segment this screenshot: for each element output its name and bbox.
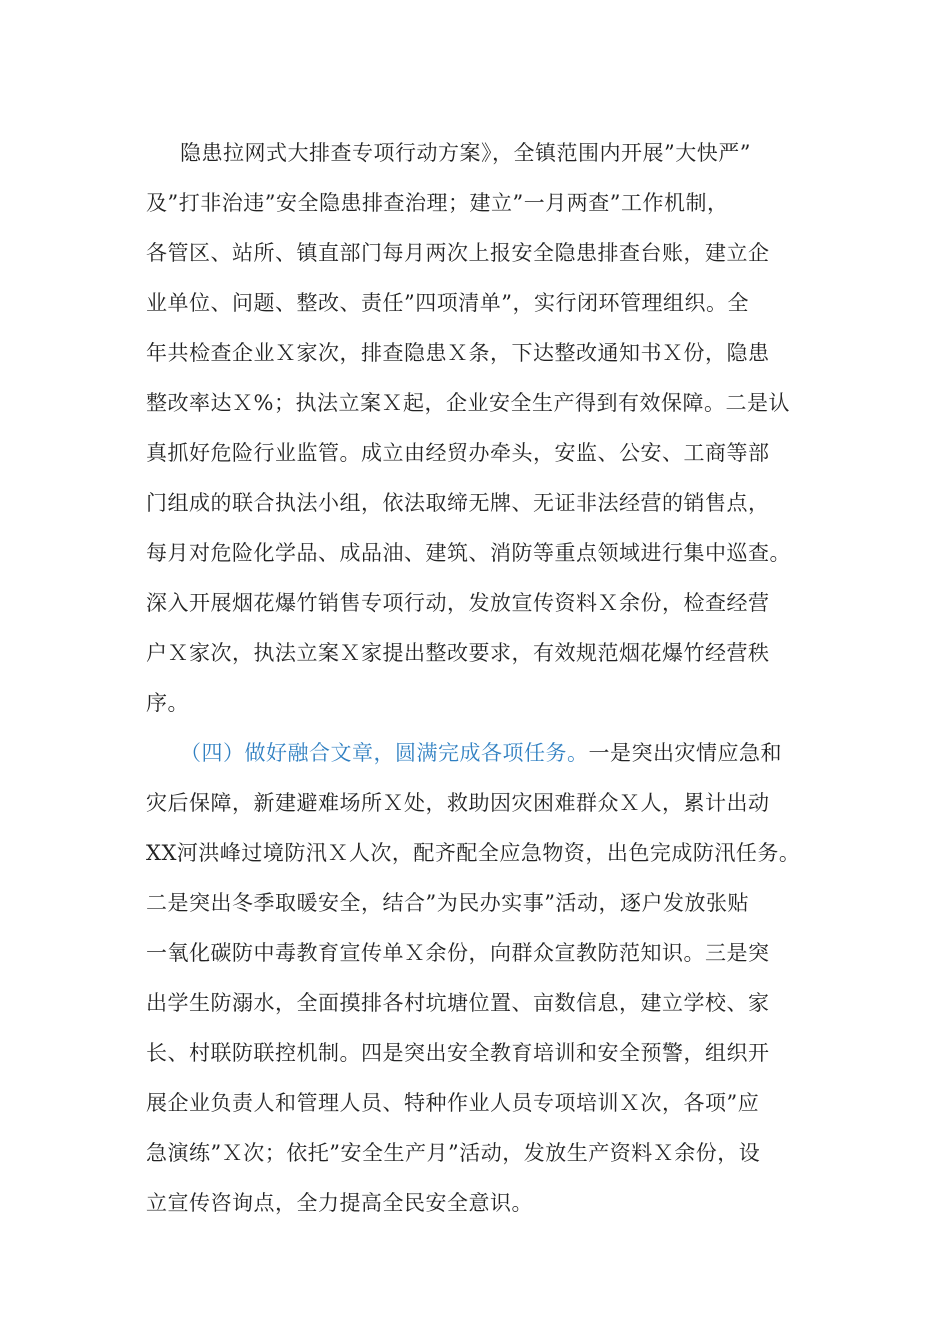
paragraph2-line-10: 立宣传咨询点，全力提高全民安全意识。 bbox=[146, 1191, 533, 1215]
paragraph2-line-7: 长、村联防联控机制。四是突出安全教育培训和安全预警，组织开 bbox=[146, 1041, 770, 1065]
paragraph2-line-6: 出学生防溺水，全面摸排各村坑塘位置、亩数信息，建立学校、家 bbox=[146, 991, 770, 1015]
paragraph2-line-5: 一氧化碳防中毒教育宣传单Ｘ余份，向群众宣教防范知识。三是突 bbox=[146, 941, 770, 965]
paragraph1-line-8: 门组成的联合执法小组，依法取缔无牌、无证非法经营的销售点， bbox=[146, 491, 770, 515]
paragraph1-line-4: 业单位、问题、整改、责任”四项清单”，实行闭环管理组织。全 bbox=[146, 291, 749, 315]
paragraph2-line-8: 展企业负责人和管理人员、特种作业人员专项培训Ｘ次，各项”应 bbox=[146, 1091, 760, 1115]
paragraph1-line-3: 各管区、站所、镇直部门每月两次上报安全隐患排查台账，建立企 bbox=[146, 241, 770, 265]
paragraph1-line-5: 年共检查企业Ｘ家次，排查隐患Ｘ条，下达整改通知书Ｘ份，隐患 bbox=[146, 341, 770, 365]
paragraph1-line-11: 户Ｘ家次，执法立案Ｘ家提出整改要求，有效规范烟花爆竹经营秩 bbox=[146, 641, 770, 665]
paragraph2-line-2: 灾后保障，新建避难场所Ｘ处，救助因灾困难群众Ｘ人，累计出动 bbox=[146, 791, 770, 815]
paragraph1-line-10: 深入开展烟花爆竹销售专项行动，发放宣传资料Ｘ余份，检查经营 bbox=[146, 591, 770, 615]
paragraph1-line-1: 隐患拉网式大排查专项行动方案》，全镇范围内开展”大快严” bbox=[180, 141, 751, 165]
paragraph2-line-9: 急演练”Ｘ次；依托”安全生产月”活动，发放生产资料Ｘ余份，设 bbox=[146, 1141, 761, 1165]
paragraph2-line-1 bbox=[180, 738, 782, 768]
paragraph1-line-2: 及”打非治违”安全隐患排查治理；建立”一月两查”工作机制， bbox=[146, 191, 729, 215]
paragraph1-line-6: 整改率达Ｘ%；执法立案Ｘ起，企业安全生产得到有效保障。二是认 bbox=[146, 391, 790, 415]
paragraph1-line-9: 每月对危险化学品、成品油、建筑、消防等重点领域进行集中巡查。 bbox=[146, 541, 791, 565]
paragraph1-line-12: 序。 bbox=[146, 691, 189, 715]
paragraph2-line-1-rest: 一是突出灾情应急和 bbox=[588, 741, 782, 765]
paragraph2-line-4: 二是突出冬季取暖安全，结合”为民办实事”活动，逐户发放张贴 bbox=[146, 891, 749, 915]
paragraph2-line-3: XX河洪峰过境防汛Ｘ人次，配齐配全应急物资，出色完成防汛任务。 bbox=[146, 841, 801, 865]
paragraph1-line-7: 真抓好危险行业监管。成立由经贸办牵头，安监、公安、工商等部 bbox=[146, 441, 770, 465]
section-heading: （四）做好融合文章，圆满完成各项任务。 bbox=[180, 741, 589, 765]
